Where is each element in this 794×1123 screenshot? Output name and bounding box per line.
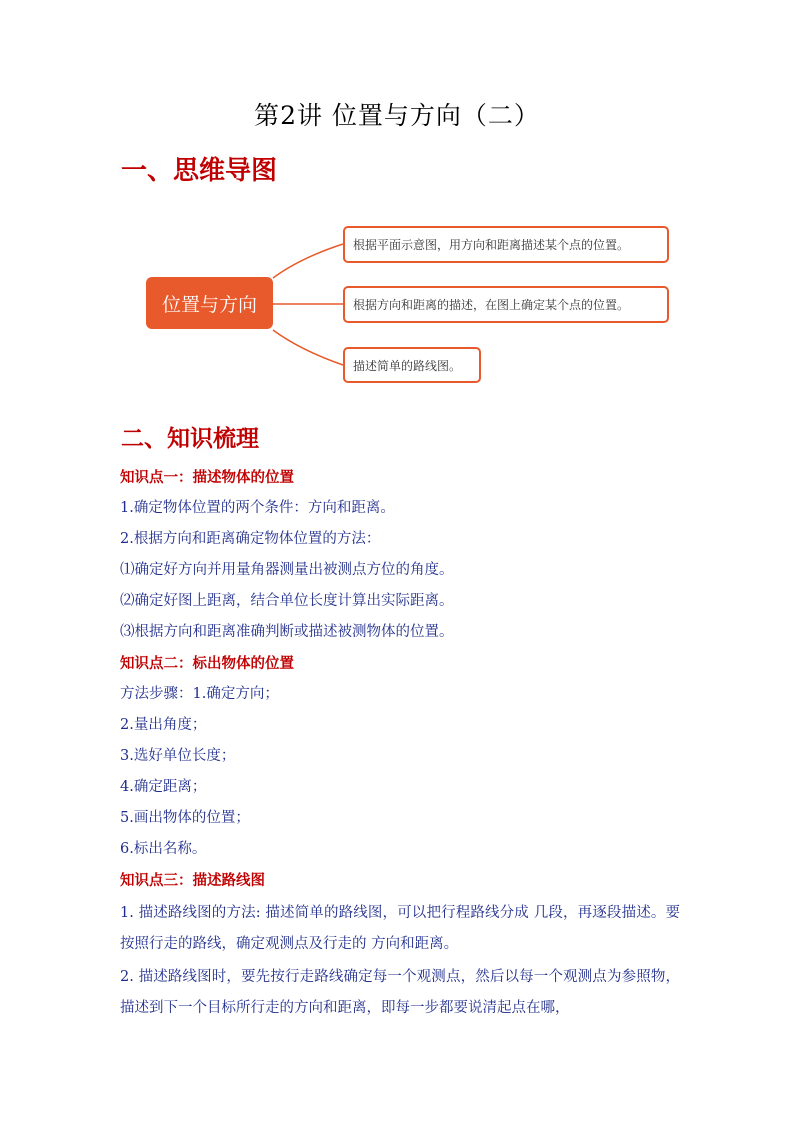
kp2-line: 方法步骤：1.确定方向；	[120, 686, 279, 702]
kp1-line: ⑴确定好方向并用量角器测量出被测点方位的角度。	[120, 562, 454, 578]
kp1-line: ⑶根据方向和距离准确判断或描述被测物体的位置。	[120, 624, 454, 640]
connector-branch-3	[273, 330, 343, 365]
kp2-line: 5.画出物体的位置；	[120, 810, 250, 826]
section-heading-mindmap: 一、思维导图	[121, 156, 278, 186]
kp2-line: 2.量出角度；	[120, 717, 207, 733]
kp3-paragraph: 1. 描述路线图的方法: 描述简单的路线图，可以把行程路线分成 几段，再逐段描述。要按照行走的路线，确定观测点及行走的 方向和距离。	[120, 905, 680, 952]
knowledge-point-1-title: 知识点一：描述物体的位置	[120, 469, 294, 486]
kp2-line: 3.选好单位长度；	[120, 748, 236, 764]
mindmap-branch-2: 根据方向和距离的描述，在图上确定某个点的位置。	[343, 286, 669, 323]
page-title: 第2讲 位置与方向（二）	[254, 101, 540, 130]
kp1-line: ⑵确定好图上距离，结合单位长度计算出实际距离。	[120, 593, 454, 609]
kp2-line: 4.确定距离；	[120, 779, 207, 795]
knowledge-point-3-title: 知识点三：描述路线图	[120, 872, 265, 889]
connector-branch-1	[273, 244, 343, 278]
knowledge-point-2-title: 知识点二：标出物体的位置	[120, 655, 294, 672]
mindmap-branch-1: 根据平面示意图，用方向和距离描述某个点的位置。	[343, 226, 669, 263]
mindmap-central-node: 位置与方向	[146, 277, 273, 329]
knowledge-content	[120, 462, 680, 1024]
section-heading-knowledge: 二、知识梳理	[121, 425, 259, 452]
kp1-line: 2.根据方向和距离确定物体位置的方法：	[120, 531, 381, 547]
mindmap-branch-3: 描述简单的路线图。	[343, 347, 481, 383]
kp1-line: 1.确定物体位置的两个条件：方向和距离。	[120, 500, 395, 516]
kp3-paragraph: 2. 描述路线图时，要先按行走路线确定每一个观测点，然后以每一个观测点为参照物，描述到下一个目标所行走的方向和距离，即每一步都要说清起点在哪，	[120, 969, 680, 1016]
kp2-line: 6.标出名称。	[120, 841, 207, 857]
